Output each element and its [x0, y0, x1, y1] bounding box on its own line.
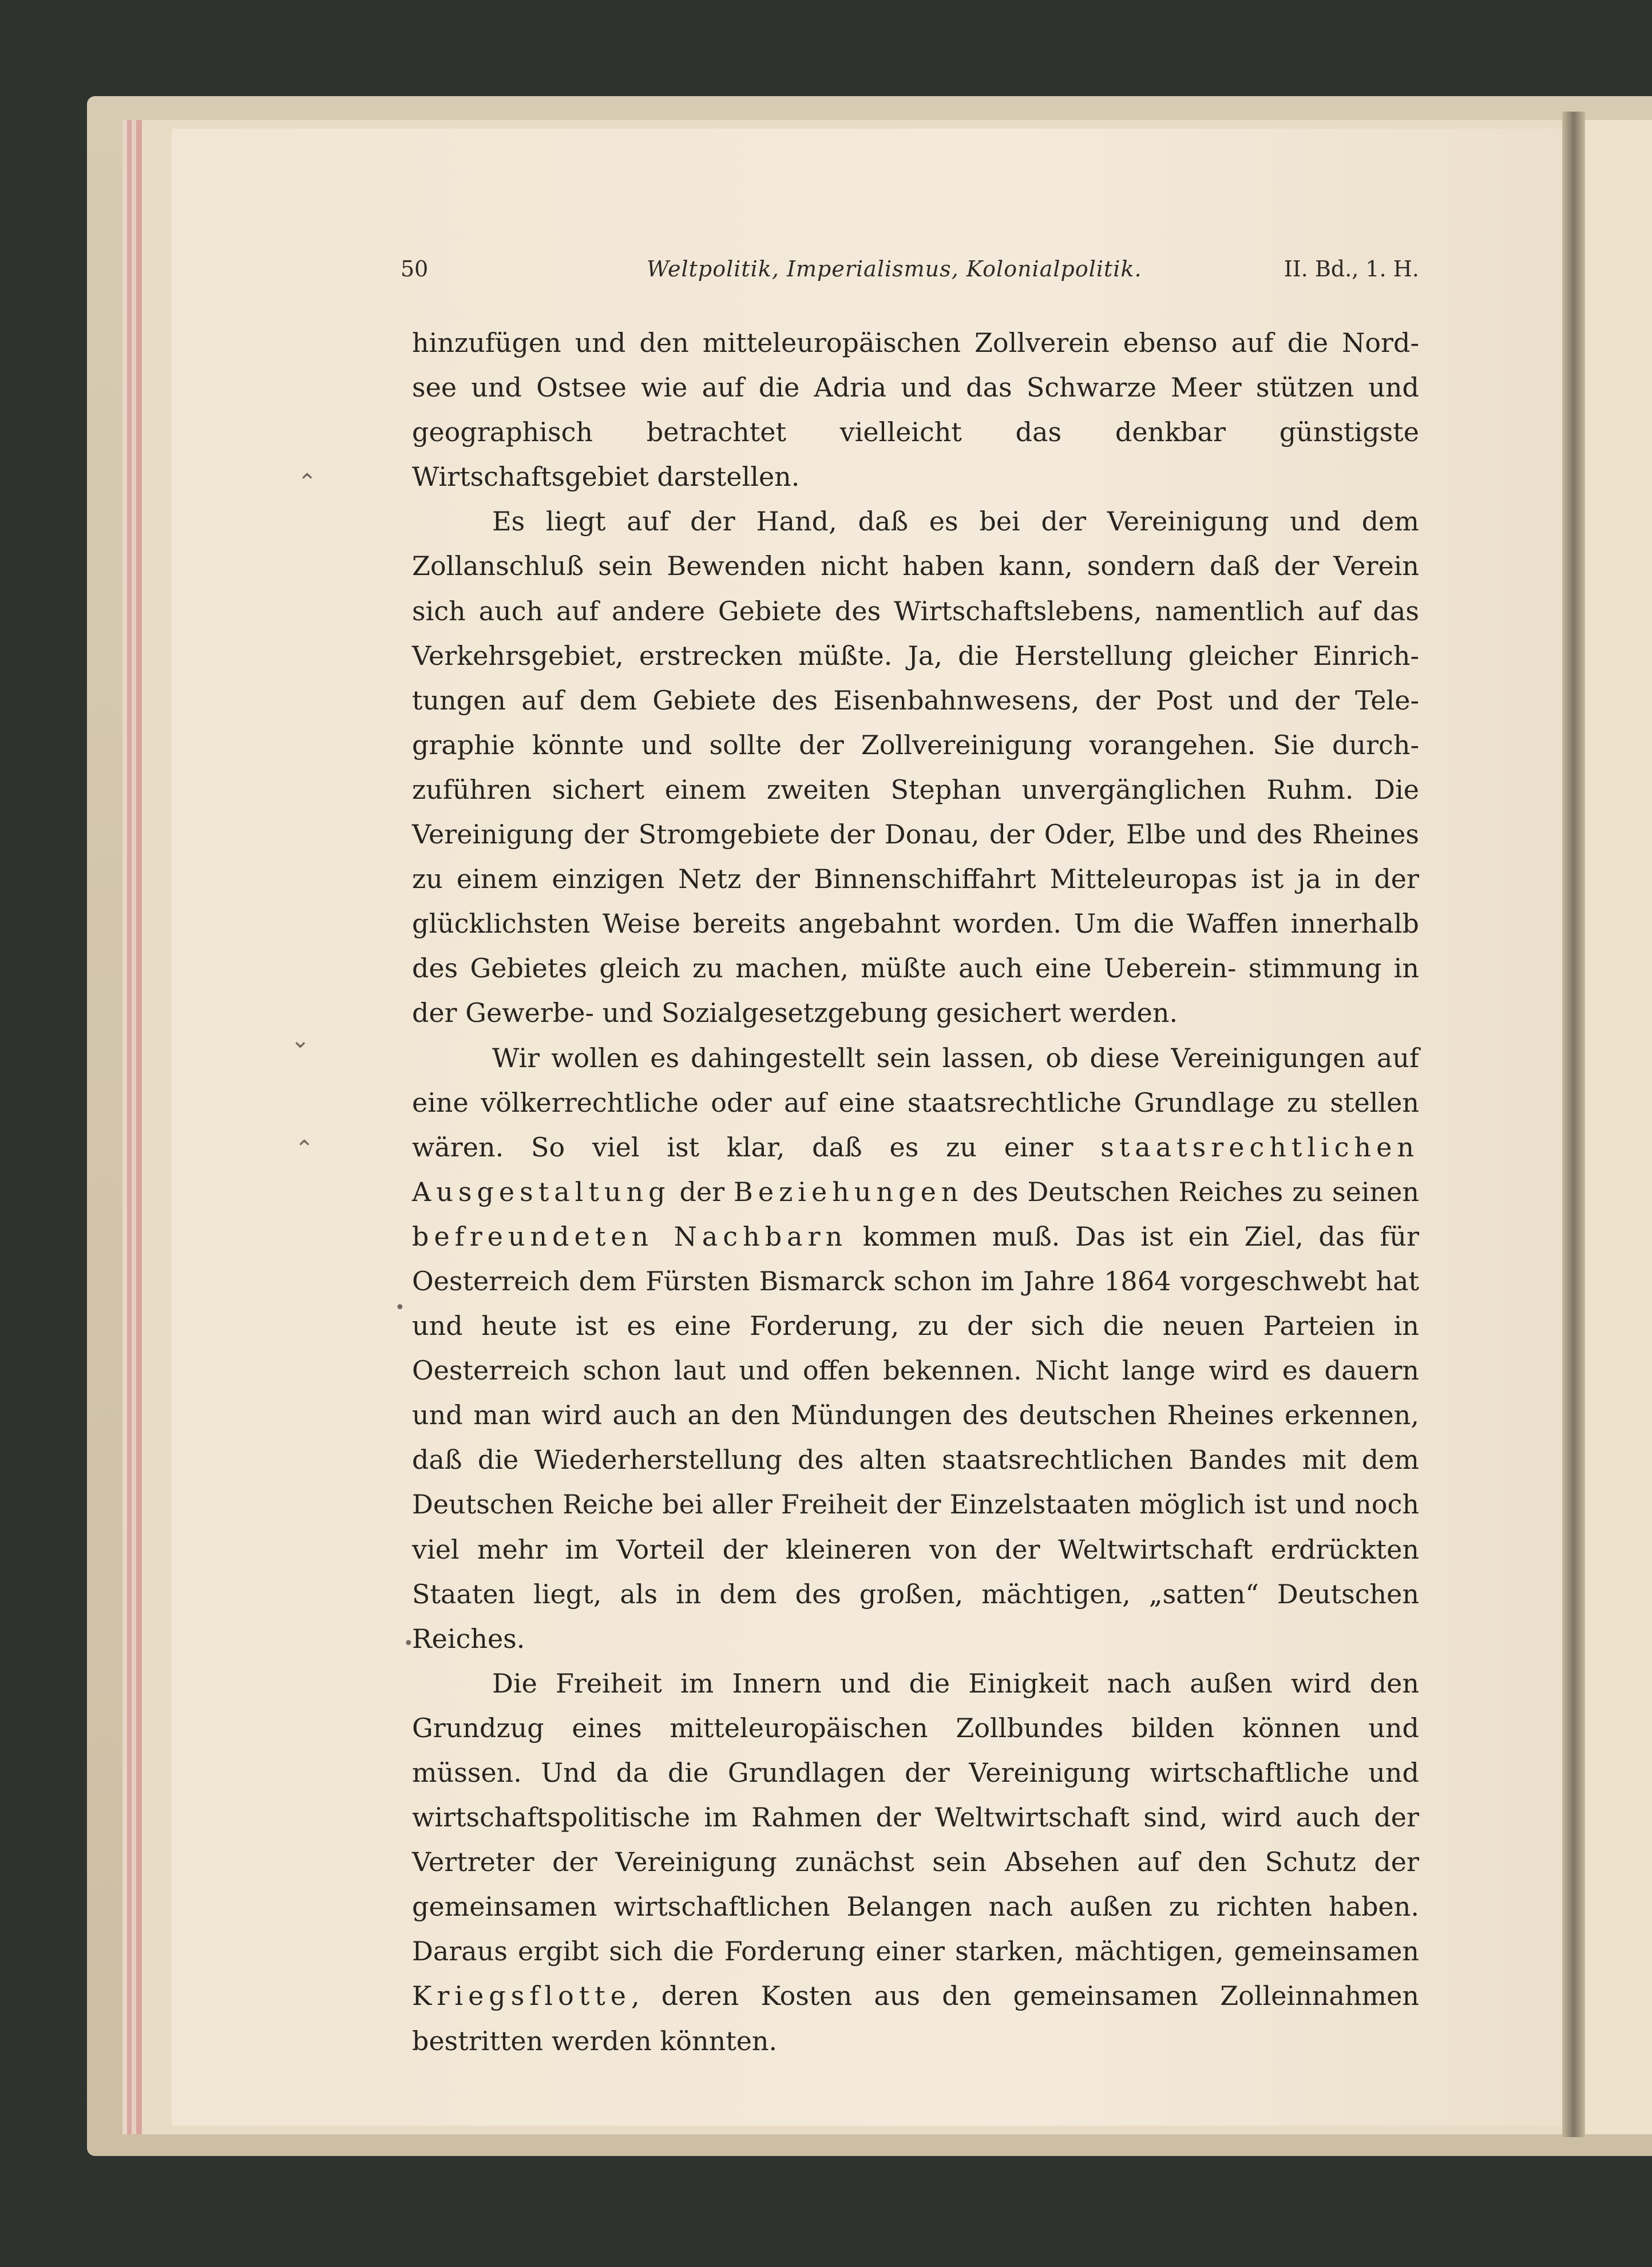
body-text: [412, 320, 1419, 2063]
paragraph: Die Freiheit im Innern und die Einigkeit nach außen wird den Grundzug eines mitteleuropäischen Zollbundes bilden können und müssen. Und da die Grundlagen der Vereinigung wirtschaftliche und wirtschaftspolitische im Rahmen der Weltwirtschaft sind, wird auch der Vertreter der Vereinigung zunächst sein Absehen auf den Schutz der gemeinsamen wirtschaftlichen Belangen nach außen zu richten haben. Daraus ergibt sich die Forderung einer starken, mächtigen, gemeinsamen Kriegsflotte, deren Kosten aus den gemeinsamen Zolleinnahmen bestritten werden könnten.: [412, 1667, 1419, 2056]
volume-reference: II. Bd., 1. H.: [1283, 256, 1419, 282]
emphasized-text: Beziehungen: [734, 1176, 964, 1207]
margin-mark: •: [403, 1634, 414, 1654]
margin-mark: •: [395, 1298, 405, 1318]
page-number: 50: [401, 256, 429, 282]
page-header: [401, 256, 1419, 291]
paragraph: Es liegt auf der Hand, daß es bei der Vereinigung und dem Zollanschluß sein Bewenden nicht haben kann, sondern daß der Verein sich auch auf andere Gebiete des Wirtschaftslebens, namentlich auf das Verkehrsgebiet, erstrecken müßte. Ja, die Herstellung gleicher Einrich- tungen auf dem Gebiete des Eisenbahnwesens, der Post und der Tele- graphie könnte und sollte der Zollvereinigung vorangehen. Sie durch- zuführen sichert einem zweiten Stephan unvergänglichen Ruhm. Die Vereinigung der Stromgebiete der Donau, der Oder, Elbe und des Rheines zu einem einzigen Netz der Binnenschiffahrt Mitteleuropas ist ja in der glücklichsten Weise bereits angebahnt worden. Um die Waffen innerhalb des Gebietes gleich zu machen, müßte auch eine Ueberein- stimmung in der Gewerbe- und Sozialgesetzgebung gesichert werden.: [412, 506, 1419, 1029]
emphasized-text: befreundeten Nachbarn: [412, 1220, 848, 1252]
running-title: Weltpolitik, Imperialismus, Kolonialpolitik.: [647, 256, 1142, 282]
book-gutter: [1562, 112, 1585, 2137]
margin-mark: ⌄: [291, 1027, 310, 1053]
margin-mark: ⌃: [298, 469, 317, 496]
emphasized-text: Kriegsflotte: [412, 1980, 631, 2012]
paragraph: Wir wollen es dahingestellt sein lassen, ob diese Vereinigungen auf eine völkerrechtliche oder auf eine staatsrechtliche Grundlage zu stellen wären. So viel ist klar, daß es zu einer staatsrechtlichen Ausgestaltung der Beziehungen des Deutschen Reiches zu seinen befreundeten Nachbarn kommen muß. Das ist ein Ziel, das für Oesterreich dem Fürsten Bismarck schon im Jahre 1864 vorgeschwebt hat und heute ist es eine Forderung, zu der sich die neuen Parteien in Oesterreich schon laut und offen bekennen. Nicht lange wird es dauern und man wird auch an den Mündungen des deutschen Rheines erkennen, daß die Wiederherstellung des alten staatsrechtlichen Bandes mit dem Deutschen Reiche bei aller Freiheit der Einzelstaaten möglich ist und noch viel mehr im Vorteil der kleineren von der Weltwirtschaft erdrückten Staaten liegt, als in dem des großen, mächtigen, „satten“ Deutschen Reiches.: [412, 1042, 1420, 1654]
margin-mark: ⌃: [295, 1136, 314, 1162]
paragraph: hinzufügen und den mitteleuropäischen Zollverein ebenso auf die Nord- see und Ostsee wie auf die Adria und das Schwarze Meer stützen und geographisch betrachtet vielleicht das denkbar günstigste Wirtschaftsgebiet darstellen.: [412, 327, 1419, 493]
facing-page-edge: [1585, 120, 1652, 2134]
emphasized-text: staatsrechtlichen Ausgestaltung: [412, 1131, 1419, 1207]
